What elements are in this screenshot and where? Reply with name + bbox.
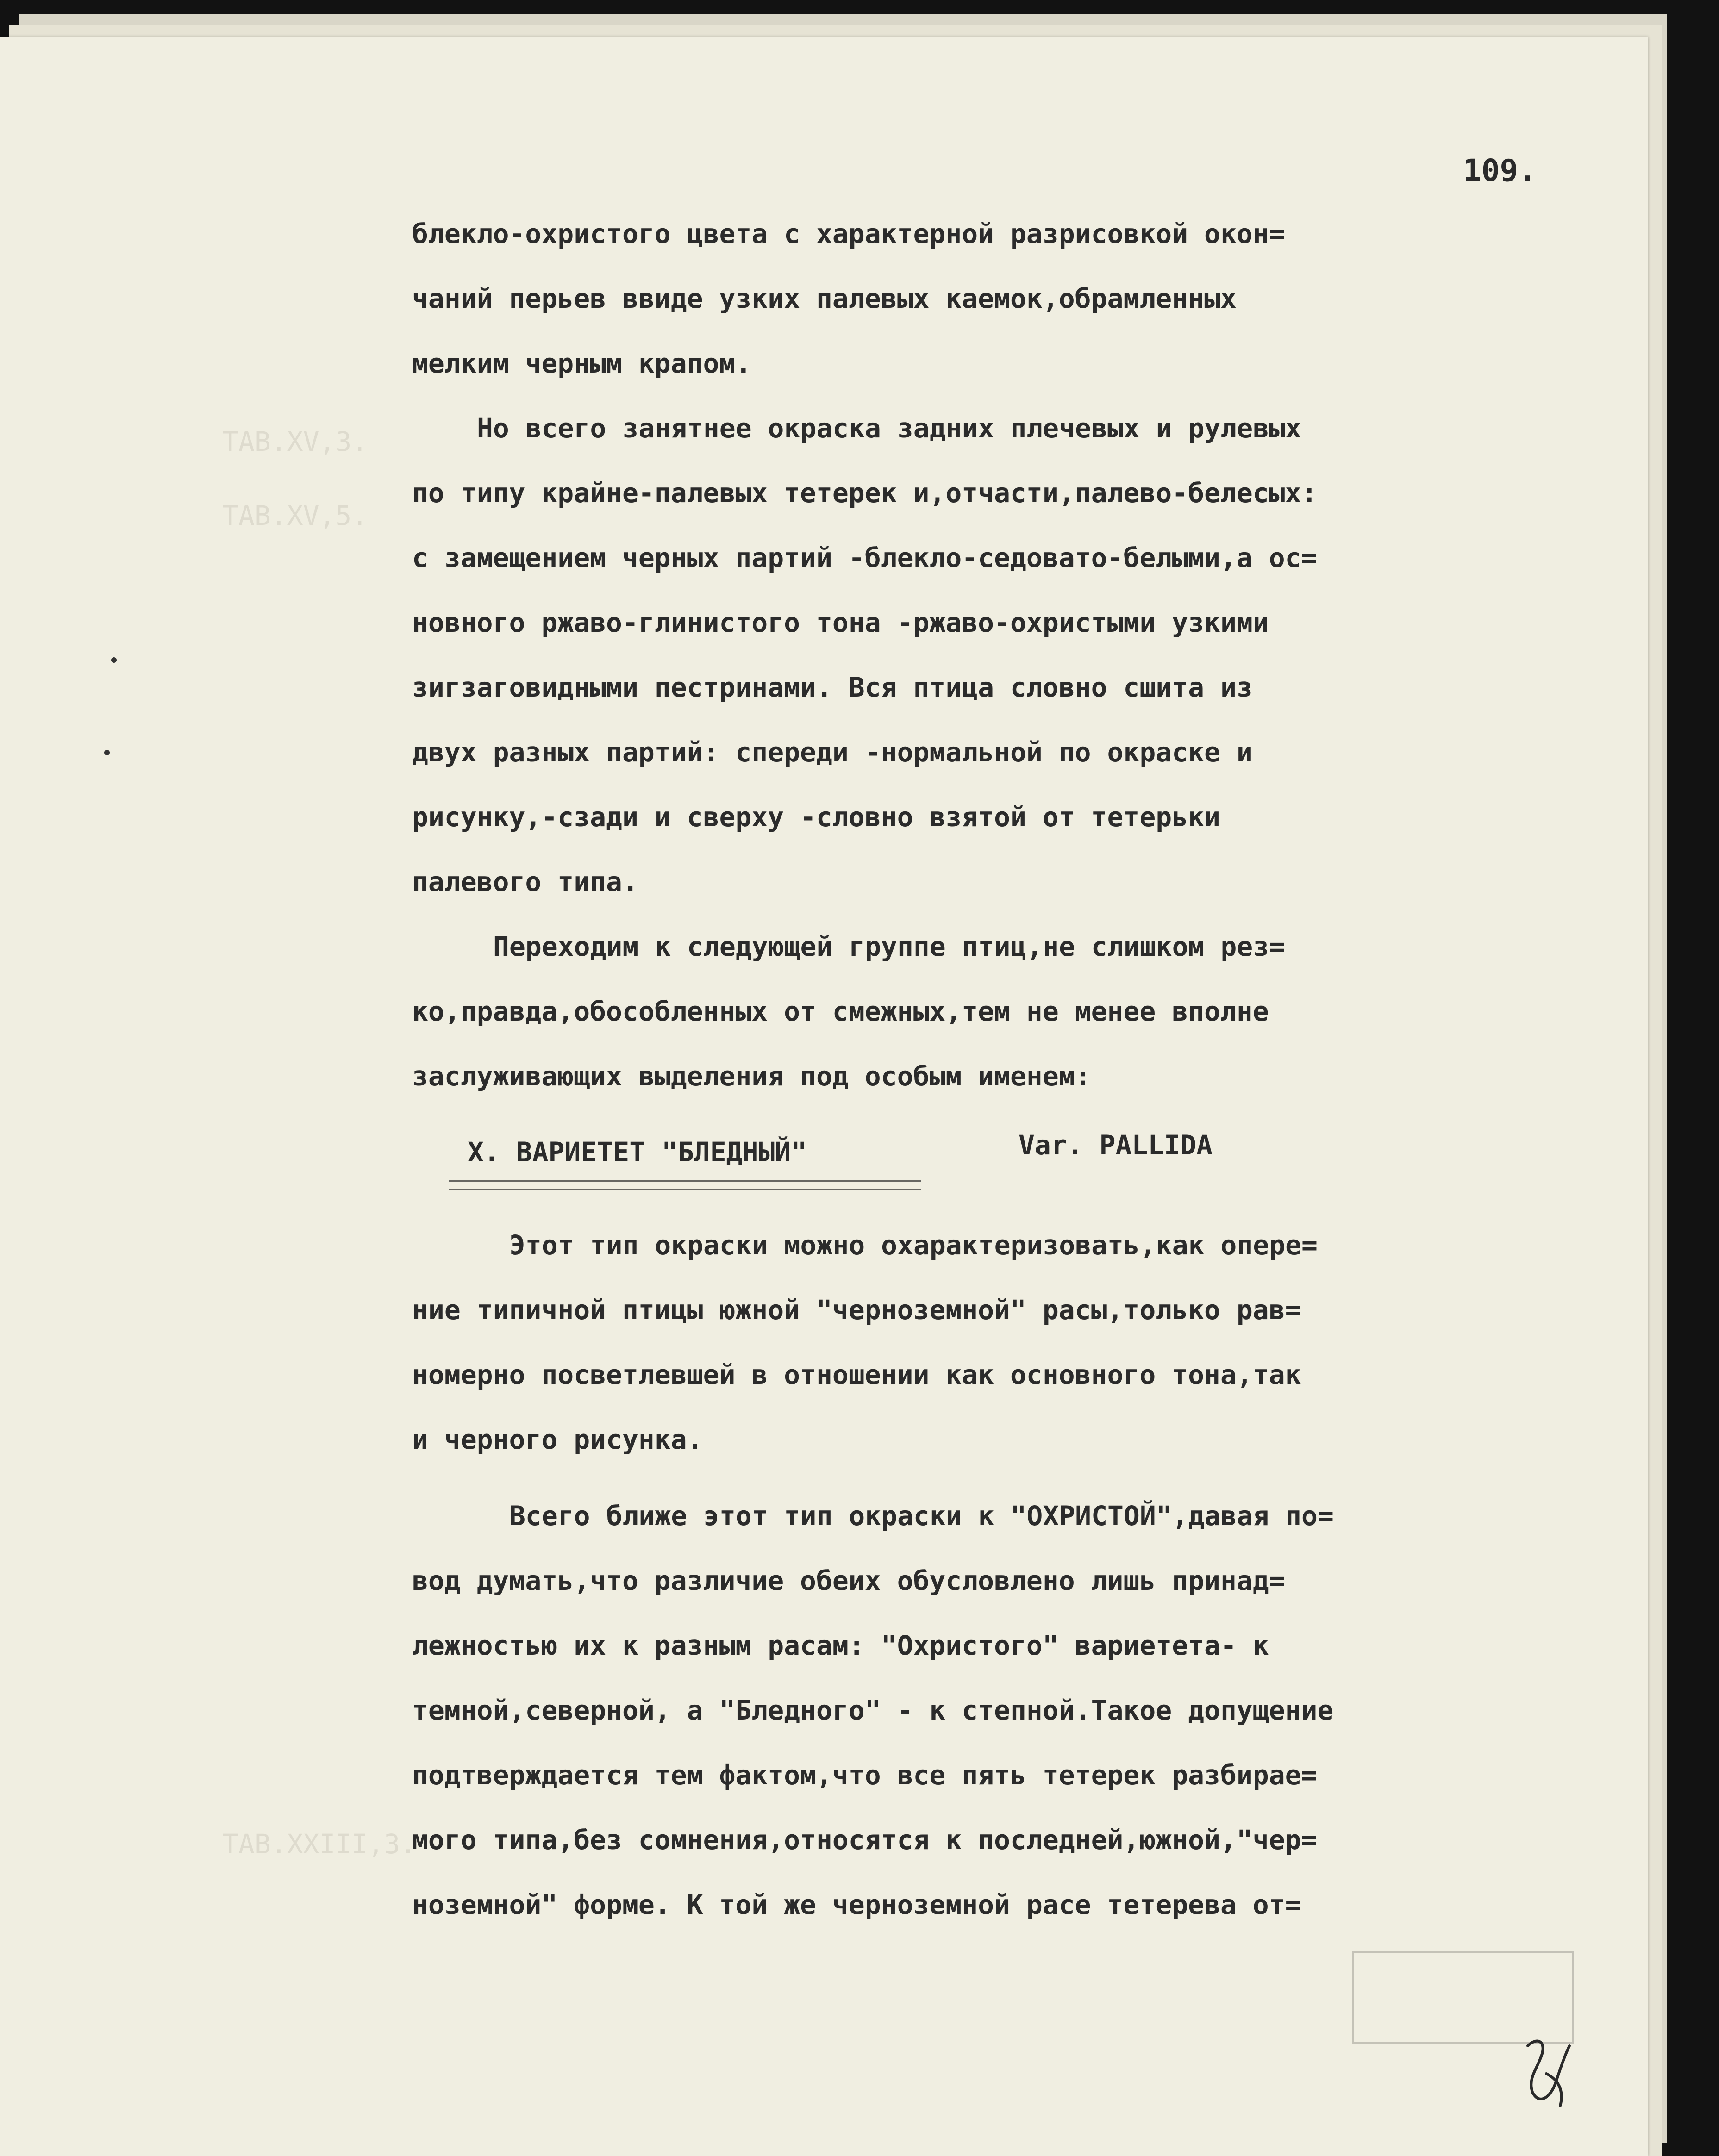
text-line: ноземной" форме. К той же черноземной расе тетерева от= — [412, 1889, 1301, 1920]
text-line: с замещением черных партий -блекло-седовато-белыми,а ос= — [412, 542, 1318, 573]
text-line: темной,северной, а "Бледного" - к степной.Такое допущение — [412, 1695, 1334, 1726]
text-line: палевого типа. — [412, 866, 638, 897]
text-line: чаний перьев ввиде узких палевых каемок,обрамленных — [412, 283, 1237, 314]
text-line: мого типа,без сомнения,относятся к последней,южной,"чер= — [412, 1824, 1318, 1856]
text-line: двух разных партий: спереди -нормальной по окраске и — [412, 736, 1253, 768]
margin-mark — [104, 750, 110, 755]
text-line: Всего ближе этот тип окраски к "ОХРИСТОЙ",давая по= — [509, 1500, 1334, 1532]
page-number: 109. — [1463, 153, 1537, 188]
text-line: заслуживающих выделения под особым именем: — [412, 1060, 1091, 1092]
text-line: и черного рисунка. — [412, 1424, 703, 1455]
text-line: номерно посветлевшей в отношении как основного тона,так — [412, 1359, 1301, 1390]
text-line: вод думать,что различие обеих обусловлено лишь принад= — [412, 1565, 1285, 1596]
heading-underline — [449, 1180, 921, 1190]
text-line: новного ржаво-глинистого тона -ржаво-охристыми узкими — [412, 607, 1269, 638]
handwritten-mark — [1519, 2027, 1579, 2111]
margin-mark — [111, 657, 117, 663]
text-line: Этот тип окраски можно охарактеризовать,как опере= — [509, 1229, 1318, 1261]
text-line: по типу крайне-палевых тетерек и,отчасти,палево-белесых: — [412, 477, 1318, 509]
section-heading: X. ВАРИЕТЕТ "БЛЕДНЫЙ" — [468, 1136, 807, 1168]
text-line: ко,правда,обособленных от смежных,тем не менее вполне — [412, 996, 1269, 1027]
text-line: Но всего занятнее окраска задних плечевых и рулевых — [477, 412, 1301, 444]
section-heading-latin: Var. PALLIDA — [1019, 1129, 1213, 1161]
bleed-through-block: TAB.XV,3. — [222, 426, 368, 457]
text-line: зигзаговидными пестринами. Вся птица словно сшита из — [412, 672, 1253, 703]
text-line: лежностью их к разным расам: "Охристого" вариетета- к — [412, 1630, 1269, 1661]
text-line: Переходим к следующей группе птиц,не слишком рез= — [493, 931, 1286, 962]
text-line: ние типичной птицы южной "черноземной" расы,только рав= — [412, 1294, 1301, 1326]
bleed-through-block: TAB.XXIII,3. — [222, 1828, 417, 1860]
text-line: мелким черным крапом. — [412, 348, 752, 379]
text-line: рисунку,-сзади и сверху -словно взятой от тетерьки — [412, 801, 1220, 833]
text-line: блекло-охристого цвета с характерной разрисовкой окон= — [412, 218, 1285, 249]
bleed-through-block: TAB.XV,5. — [222, 500, 368, 531]
stamp-line — [1367, 1986, 1559, 2009]
text-line: подтверждается тем фактом,что все пять тетерек разбирае= — [412, 1759, 1318, 1791]
